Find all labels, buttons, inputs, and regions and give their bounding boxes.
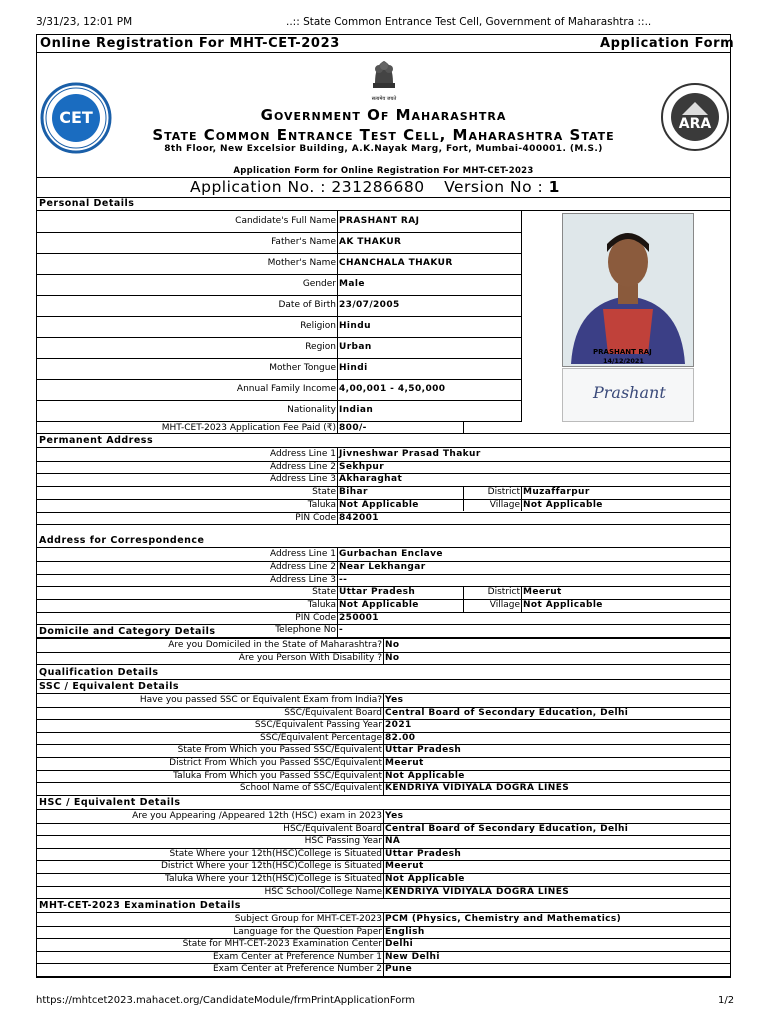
exam-value: PCM (Physics, Chemistry and Mathematics) bbox=[385, 914, 622, 924]
personal-label: Region bbox=[305, 342, 336, 352]
ssc-label: District From Which you Passed SSC/Equivalent bbox=[169, 758, 382, 768]
divider bbox=[521, 486, 522, 511]
correspondence-address-value: 250001 bbox=[339, 612, 379, 623]
candidate-photo bbox=[562, 213, 694, 367]
divider bbox=[36, 433, 731, 434]
domicile-label: Are you Person With Disability ? bbox=[238, 652, 382, 663]
section-ssc: SSC / Equivalent Details bbox=[39, 681, 179, 692]
divider bbox=[36, 624, 731, 625]
exam-label: State for MHT-CET-2023 Examination Center bbox=[182, 939, 382, 950]
permanent-address-label: Address Line 1 bbox=[269, 449, 336, 459]
correspondence-address-value: Meerut bbox=[523, 587, 562, 598]
government-title: Government Of Maharashtra bbox=[260, 106, 507, 124]
ssc-value: KENDRIYA VIDIYALA DOGRA LINES bbox=[385, 783, 570, 794]
section-hsc: HSC / Equivalent Details bbox=[39, 797, 181, 808]
exam-value: Pune bbox=[385, 964, 413, 975]
personal-label: Mother's Name bbox=[267, 258, 336, 268]
version-number: 1 bbox=[548, 178, 560, 196]
state-emblem-icon bbox=[367, 55, 401, 99]
form-title-left: Online Registration For MHT-CET-2023 bbox=[40, 36, 340, 51]
office-address: 8th Floor, New Excelsior Building, A.K.Nayak Marg, Fort, Mumbai-400001. (M.S.) bbox=[164, 144, 603, 154]
ssc-label: Have you passed SSC or Equivalent Exam from India? bbox=[139, 695, 382, 705]
correspondence-address-value: Near Lekhangar bbox=[339, 561, 426, 572]
application-number: 231286680 bbox=[331, 178, 425, 196]
exam-label: Subject Group for MHT-CET-2023 bbox=[234, 914, 382, 924]
permanent-address-value: Sekhpur bbox=[339, 461, 385, 472]
divider bbox=[36, 486, 731, 487]
ssc-value: 82.00 bbox=[385, 732, 416, 743]
divider bbox=[337, 211, 338, 421]
permanent-address-heading: Permanent Address bbox=[39, 435, 154, 446]
personal-label: Father's Name bbox=[271, 237, 336, 247]
hsc-value: Meerut bbox=[385, 861, 424, 872]
divider bbox=[337, 448, 338, 524]
correspondence-address-value: Gurbachan Enclave bbox=[339, 549, 443, 560]
correspondence-address-label: State bbox=[312, 587, 336, 598]
permanent-address-value: 842001 bbox=[339, 512, 379, 523]
permanent-address-label: State bbox=[312, 487, 336, 498]
domicile-label: Are you Domiciled in the State of Maharashtra? bbox=[168, 640, 382, 650]
personal-value: Male bbox=[339, 279, 365, 289]
application-number-label: Application No. : bbox=[190, 178, 326, 196]
photo-date-caption: 14/12/2021 bbox=[603, 357, 644, 365]
print-url: https://mhtcet2023.mahacet.org/CandidateModule/frmPrintApplicationForm bbox=[36, 995, 416, 1006]
exam-label: Exam Center at Preference Number 1 bbox=[212, 951, 382, 962]
hsc-value: Uttar Pradesh bbox=[385, 848, 462, 859]
ssc-value: Central Board of Secondary Education, Delhi bbox=[385, 707, 629, 718]
divider bbox=[463, 421, 464, 433]
correspondence-address-heading: Address for Correspondence bbox=[39, 535, 205, 547]
correspondence-address-label: Address Line 1 bbox=[269, 549, 336, 560]
permanent-address-value: Not Applicable bbox=[523, 499, 603, 510]
fee-value: 800/- bbox=[339, 423, 367, 433]
divider bbox=[36, 421, 522, 422]
print-page-title: ..:: State Common Entrance Test Cell, Government of Maharashtra ::.. bbox=[286, 16, 652, 28]
divider bbox=[36, 316, 522, 317]
section-exam: MHT-CET-2023 Examination Details bbox=[39, 900, 241, 911]
ssc-value: Yes bbox=[385, 695, 404, 705]
divider bbox=[36, 447, 731, 448]
ssc-label: Taluka From Which you Passed SSC/Equivalent bbox=[173, 770, 382, 781]
divider bbox=[36, 400, 522, 401]
permanent-address-value: Not Applicable bbox=[339, 499, 419, 510]
hsc-label: HSC/Equivalent Board bbox=[283, 823, 382, 834]
correspondence-address-value: Not Applicable bbox=[523, 600, 603, 610]
permanent-address-value: Jivneshwar Prasad Thakur bbox=[339, 449, 481, 459]
divider bbox=[36, 274, 522, 275]
version-label: Version No : bbox=[444, 178, 544, 196]
personal-label: Candidate's Full Name bbox=[235, 216, 336, 226]
permanent-address-value: Muzaffarpur bbox=[523, 487, 590, 498]
divider bbox=[337, 548, 338, 637]
form-subtitle: Application Form for Online Registration For MHT-CET-2023 bbox=[233, 166, 534, 176]
correspondence-address-value: Not Applicable bbox=[339, 600, 419, 610]
permanent-address-label: Village bbox=[489, 499, 520, 510]
divider bbox=[36, 795, 731, 796]
divider bbox=[36, 210, 731, 211]
exam-value: New Delhi bbox=[385, 951, 440, 962]
divider bbox=[36, 512, 731, 513]
exam-value: English bbox=[385, 926, 425, 937]
divider bbox=[36, 379, 522, 380]
emblem-caption: सत्यमेव जयते bbox=[371, 96, 397, 102]
hsc-value: Central Board of Secondary Education, Delhi bbox=[385, 823, 629, 834]
hsc-label: Taluka Where your 12th(HSC)College is Situated bbox=[165, 874, 382, 884]
hsc-value: NA bbox=[385, 836, 401, 847]
ssc-label: SSC/Equivalent Percentage bbox=[260, 732, 382, 743]
correspondence-address-label: Telephone No bbox=[275, 625, 336, 636]
application-number-row bbox=[190, 178, 560, 196]
divider bbox=[36, 232, 522, 233]
print-page-number: 1/2 bbox=[718, 995, 735, 1006]
exam-value: Delhi bbox=[385, 939, 414, 950]
domicile-value: No bbox=[385, 640, 400, 650]
ssc-value: Uttar Pradesh bbox=[385, 745, 462, 756]
cet-cell-title: State Common Entrance Test Cell, Maharashtra State bbox=[152, 126, 615, 144]
divider bbox=[36, 197, 731, 198]
exam-label: Exam Center at Preference Number 2 bbox=[212, 964, 382, 975]
permanent-address-label: PIN Code bbox=[295, 512, 336, 523]
hsc-value: Yes bbox=[385, 811, 404, 821]
personal-value: Urban bbox=[339, 342, 372, 352]
photo-name-caption: PRASHANT RAJ bbox=[593, 348, 652, 356]
divider bbox=[337, 421, 338, 433]
section-personal-details: Personal Details bbox=[39, 198, 135, 209]
print-datetime: 3/31/23, 12:01 PM bbox=[36, 16, 133, 28]
signature-text: Prashant bbox=[593, 383, 666, 402]
ssc-label: SSC/Equivalent Passing Year bbox=[254, 720, 382, 731]
divider bbox=[36, 976, 731, 977]
personal-value: 4,00,001 - 4,50,000 bbox=[339, 384, 446, 394]
divider bbox=[36, 524, 731, 525]
personal-value: CHANCHALA THAKUR bbox=[339, 258, 453, 268]
personal-value: AK THAKUR bbox=[339, 237, 402, 247]
personal-value: PRASHANT RAJ bbox=[339, 216, 420, 226]
divider bbox=[463, 486, 464, 511]
hsc-label: State Where your 12th(HSC)College is Situated bbox=[169, 848, 382, 859]
divider bbox=[521, 211, 522, 421]
correspondence-address-label: District bbox=[487, 587, 520, 598]
hsc-value: KENDRIYA VIDIYALA DOGRA LINES bbox=[385, 886, 570, 897]
ssc-value: Not Applicable bbox=[385, 770, 465, 781]
correspondence-address-label: Address Line 3 bbox=[269, 574, 336, 585]
divider bbox=[36, 679, 731, 680]
section-domicile: Domicile and Category Details bbox=[39, 626, 216, 637]
divider bbox=[383, 810, 384, 898]
personal-label: Nationality bbox=[287, 405, 336, 415]
correspondence-address-value: - bbox=[339, 625, 344, 636]
correspondence-address-value: Uttar Pradesh bbox=[339, 587, 416, 598]
hsc-label: HSC Passing Year bbox=[304, 836, 382, 847]
hsc-label: District Where your 12th(HSC)College is Situated bbox=[160, 861, 382, 872]
divider bbox=[36, 547, 731, 548]
divider bbox=[383, 913, 384, 976]
hsc-value: Not Applicable bbox=[385, 874, 465, 884]
correspondence-address-label: Taluka bbox=[307, 600, 336, 610]
personal-value: Hindi bbox=[339, 363, 368, 373]
candidate-signature bbox=[562, 368, 694, 422]
section-qualification: Qualification Details bbox=[39, 667, 159, 678]
permanent-address-label: District bbox=[487, 487, 520, 498]
ssc-label: School Name of SSC/Equivalent bbox=[239, 783, 382, 794]
ara-logo-text: ARA bbox=[678, 116, 712, 132]
divider bbox=[36, 612, 731, 613]
ssc-value: Meerut bbox=[385, 758, 424, 768]
divider bbox=[383, 639, 384, 664]
divider bbox=[36, 358, 522, 359]
personal-label: Date of Birth bbox=[278, 300, 336, 310]
permanent-address-value: Bihar bbox=[339, 487, 368, 498]
personal-label: Mother Tongue bbox=[269, 363, 336, 373]
domicile-value: No bbox=[385, 652, 400, 663]
correspondence-address-label: Address Line 2 bbox=[269, 561, 336, 572]
correspondence-address-label: PIN Code bbox=[295, 612, 336, 623]
permanent-address-label: Address Line 3 bbox=[269, 474, 336, 485]
ssc-value: 2021 bbox=[385, 720, 412, 731]
permanent-address-label: Address Line 2 bbox=[269, 461, 336, 472]
personal-value: 23/07/2005 bbox=[339, 300, 400, 310]
divider bbox=[36, 253, 522, 254]
correspondence-address-label: Village bbox=[489, 600, 520, 610]
divider bbox=[36, 574, 731, 575]
personal-value: Hindu bbox=[339, 321, 371, 331]
hsc-label: Are you Appearing /Appeared 12th (HSC) exam in 2023 bbox=[132, 811, 382, 821]
personal-label: Religion bbox=[300, 321, 336, 331]
permanent-address-label: Taluka bbox=[307, 499, 336, 510]
fee-label: MHT-CET-2023 Application Fee Paid (₹) bbox=[161, 423, 336, 433]
personal-value: Indian bbox=[339, 405, 374, 415]
divider bbox=[36, 52, 731, 53]
ssc-label: SSC/Equivalent Board bbox=[284, 707, 382, 718]
divider bbox=[383, 694, 384, 795]
ssc-label: State From Which you Passed SSC/Equivalent bbox=[177, 745, 382, 756]
form-title-right: Application Form bbox=[600, 36, 735, 51]
hsc-label: HSC School/College Name bbox=[264, 886, 382, 897]
permanent-address-value: Akharaghat bbox=[339, 474, 403, 485]
divider bbox=[463, 586, 464, 611]
cet-logo-text: CET bbox=[59, 108, 93, 127]
correspondence-address-value: -- bbox=[339, 574, 348, 585]
personal-label: Annual Family Income bbox=[236, 384, 336, 394]
exam-label: Language for the Question Paper bbox=[233, 926, 382, 937]
personal-label: Gender bbox=[302, 279, 336, 289]
divider bbox=[36, 295, 522, 296]
divider bbox=[521, 586, 522, 611]
divider bbox=[36, 337, 522, 338]
